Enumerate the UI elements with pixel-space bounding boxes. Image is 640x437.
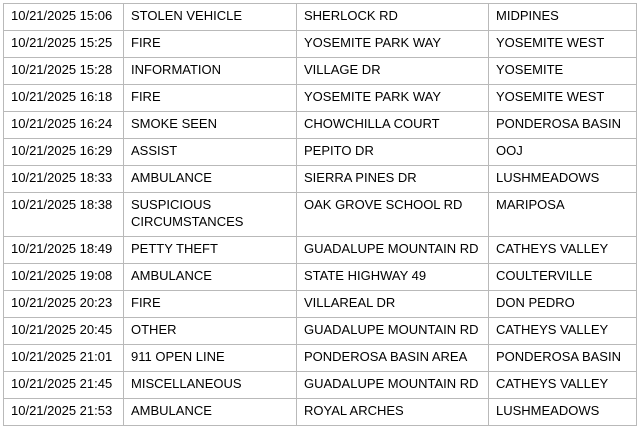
location-cell: YOSEMITE PARK WAY <box>297 85 489 112</box>
area-cell: YOSEMITE WEST <box>489 31 637 58</box>
incident-type-cell: FIRE <box>124 85 297 112</box>
datetime-cell: 10/21/2025 20:23 <box>4 291 124 318</box>
datetime-cell: 10/21/2025 18:33 <box>4 166 124 193</box>
incident-log-table <box>3 3 637 426</box>
datetime-cell: 10/21/2025 15:06 <box>4 4 124 31</box>
location-cell: STATE HIGHWAY 49 <box>297 264 489 291</box>
location-cell: GUADALUPE MOUNTAIN RD <box>297 372 489 399</box>
area-cell: YOSEMITE <box>489 58 637 85</box>
area-cell: PONDEROSA BASIN <box>489 112 637 139</box>
table-row <box>4 264 637 291</box>
location-cell: GUADALUPE MOUNTAIN RD <box>297 237 489 264</box>
location-cell: OAK GROVE SCHOOL RD <box>297 193 489 237</box>
datetime-cell: 10/21/2025 18:49 <box>4 237 124 264</box>
location-cell: PONDEROSA BASIN AREA <box>297 345 489 372</box>
area-cell: PONDEROSA BASIN <box>489 345 637 372</box>
datetime-cell: 10/21/2025 21:01 <box>4 345 124 372</box>
table-row <box>4 237 637 264</box>
incident-type-cell: AMBULANCE <box>124 399 297 426</box>
incident-type-cell: INFORMATION <box>124 58 297 85</box>
location-cell: SHERLOCK RD <box>297 4 489 31</box>
datetime-cell: 10/21/2025 15:28 <box>4 58 124 85</box>
area-cell: MARIPOSA <box>489 193 637 237</box>
incident-type-cell: FIRE <box>124 31 297 58</box>
location-cell: VILLAGE DR <box>297 58 489 85</box>
table-row <box>4 291 637 318</box>
datetime-cell: 10/21/2025 15:25 <box>4 31 124 58</box>
location-cell: GUADALUPE MOUNTAIN RD <box>297 318 489 345</box>
incident-type-cell: MISCELLANEOUS <box>124 372 297 399</box>
table-row <box>4 139 637 166</box>
table-row <box>4 345 637 372</box>
incident-type-cell: FIRE <box>124 291 297 318</box>
datetime-cell: 10/21/2025 16:29 <box>4 139 124 166</box>
area-cell: CATHEYS VALLEY <box>489 372 637 399</box>
area-cell: COULTERVILLE <box>489 264 637 291</box>
incident-type-cell: AMBULANCE <box>124 166 297 193</box>
incident-type-cell: STOLEN VEHICLE <box>124 4 297 31</box>
datetime-cell: 10/21/2025 18:38 <box>4 193 124 237</box>
table-row <box>4 31 637 58</box>
location-cell: YOSEMITE PARK WAY <box>297 31 489 58</box>
incident-type-cell: 911 OPEN LINE <box>124 345 297 372</box>
table-row <box>4 318 637 345</box>
incident-type-cell: AMBULANCE <box>124 264 297 291</box>
datetime-cell: 10/21/2025 16:24 <box>4 112 124 139</box>
datetime-cell: 10/21/2025 21:45 <box>4 372 124 399</box>
area-cell: LUSHMEADOWS <box>489 166 637 193</box>
area-cell: OOJ <box>489 139 637 166</box>
area-cell: YOSEMITE WEST <box>489 85 637 112</box>
area-cell: CATHEYS VALLEY <box>489 237 637 264</box>
area-cell: CATHEYS VALLEY <box>489 318 637 345</box>
table-row <box>4 399 637 426</box>
incident-type-cell: PETTY THEFT <box>124 237 297 264</box>
incident-type-cell: ASSIST <box>124 139 297 166</box>
location-cell: CHOWCHILLA COURT <box>297 112 489 139</box>
incident-type-cell: SMOKE SEEN <box>124 112 297 139</box>
table-row <box>4 193 637 237</box>
area-cell: LUSHMEADOWS <box>489 399 637 426</box>
area-cell: DON PEDRO <box>489 291 637 318</box>
datetime-cell: 10/21/2025 16:18 <box>4 85 124 112</box>
incident-type-cell: OTHER <box>124 318 297 345</box>
table-row <box>4 4 637 31</box>
table-row <box>4 112 637 139</box>
datetime-cell: 10/21/2025 19:08 <box>4 264 124 291</box>
datetime-cell: 10/21/2025 21:53 <box>4 399 124 426</box>
table-row <box>4 166 637 193</box>
location-cell: ROYAL ARCHES <box>297 399 489 426</box>
location-cell: SIERRA PINES DR <box>297 166 489 193</box>
area-cell: MIDPINES <box>489 4 637 31</box>
location-cell: PEPITO DR <box>297 139 489 166</box>
table-row <box>4 85 637 112</box>
incident-type-cell: SUSPICIOUS CIRCUMSTANCES <box>124 193 297 237</box>
table-row <box>4 58 637 85</box>
table-row <box>4 372 637 399</box>
datetime-cell: 10/21/2025 20:45 <box>4 318 124 345</box>
location-cell: VILLAREAL DR <box>297 291 489 318</box>
